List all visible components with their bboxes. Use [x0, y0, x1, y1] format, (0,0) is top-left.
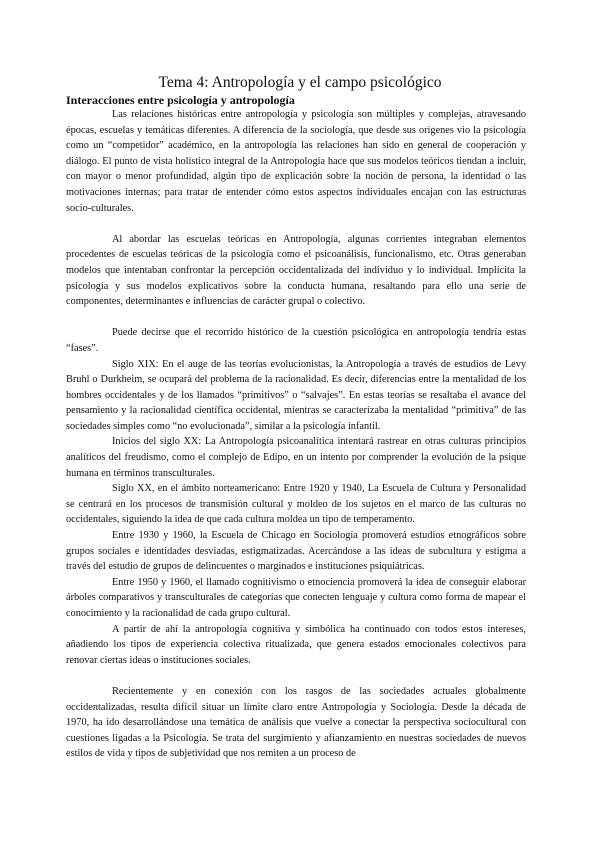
paragraph-cognitivismo: Entre 1950 y 1960, el llamado cognitivismo o etnociencia promoverá la idea de conseguir elaborar árboles comparativos y transculturales de categorías que conecten lenguaje y cultura como forma de mapear el conocimiento y la racionalidad de cada grupo cultural. [66, 576, 526, 619]
paragraph-escuela-chicago: Entre 1930 y 1960, la Escuela de Chicago en Sociología promoverá estudios etnográficos sobre grupos sociales e identidades desviadas, estigmatizadas. Acercándose a las ideas de subcultura y estigma a través del estudio de grupos de delincuentes o marginados e instituciones psiquiátricas. [66, 530, 526, 573]
paragraph-inicios-siglo-xx: Inicios del siglo XX: La Antropología psicoanalítica intentará rastrear en otras culturas principios analíticos del freudismo, como el complejo de Edipo, en un intento por comprender la evolución de la psique humana en términos transculturales. [66, 436, 526, 479]
paragraph-siglo-xx-norteamericano: Siglo XX, en el ámbito norteamericano: Entre 1920 y 1940, La Escuela de Cultura y Personalidad se centrará en los procesos de transmisión cultural y moldeo de los sujetos en el marco de las culturas no occidentales, siguiendo la idea de que cada cultura moldea un tipo de temperamento. [66, 483, 526, 526]
paragraph-escuelas: Al abordar las escuelas teóricas en Antropología, algunas corrientes integraban elementos procedentes de escuelas teóricas de la psicología como el psicoanálisis, funcionalismo, etc. Otras generaban modelos que intentaban confrontar la percepción occidentalizada del individuo y lo individual. Implícita la psicología y sus modelos explicativos sobre la conducta humana, resaltando para ello una serie de componentes, determinantes e influencias de carácter grupal o colectivo. [66, 233, 526, 308]
paragraph-antropologia-cognitiva: A partir de ahí la antropología cognitiva y simbólica ha continuado con todos estos intereses, añadiendo los tipos de experiencia colectiva ritualizada, que genera estados emocionales colectivos para renovar ciertas ideas o instituciones sociales. [66, 623, 526, 666]
section-subtitle: Interacciones entre psicología y antropología [66, 93, 295, 107]
paragraph-siglo-xix: Siglo XIX: En el auge de las teorías evolucionistas, la Antropología a través de estudios de Levy Bruhl o Durkheim, se ocupará del problema de la racionalidad. Es decir, diferencias entre la mentalidad de los hombres occidentales y de los llamados “primitivos” o “salvajes”. En estas teorías se resaltaba el avance del pensamiento y la racionalidad científica occidental, mientras se caracterizaba la mentalidad “primitiva” de las sociedades simples como “no evolucionada”, similar a la psicología infantil. [66, 358, 526, 432]
paragraph-recientemente: Recientemente y en conexión con los rasgos de las sociedades actuales globalmente occidentalizadas, resulta difícil situar un límite claro entre Antropología y Sociología. Desde la década de 1970, ha ido desarrollándose una temática de análisis que vuelve a conectar la perspectiva sociocultural con cuestiones ligadas a la Psicología. Se trata del surgimiento y afianzamiento en nuestras sociedades de nuevos estilos de vida y tipos de subjetividad que nos remiten a un proceso de [66, 685, 526, 760]
paragraph-fases: Puede decirse que el recorrido histórico de la cuestión psicológica en antropología tendría estas “fases”. [66, 327, 526, 354]
document-body [66, 107, 526, 762]
page-title: Tema 4: Antropología y el campo psicológico [158, 74, 442, 91]
paragraph-intro: Las relaciones históricas entre antropología y psicología son múltiples y complejas, atravesando épocas, escuelas y temáticas diferentes. A diferencia de la sociología, que desde sus orígenes vio la psicología como un “competidor” académico, en la antropología las relaciones han sido en general de cooperación y diálogo. El punto de vista holístico integral de la Antropología hace que sus modelos teóricos tiendan a incluir, con mayor o menor profundidad, algún tipo de explicación sobre la noción de persona, la identidad o las motivaciones internas; para tratar de entender cómo estos aspectos individuales encajan con las estructuras socio-culturales. [66, 109, 526, 214]
